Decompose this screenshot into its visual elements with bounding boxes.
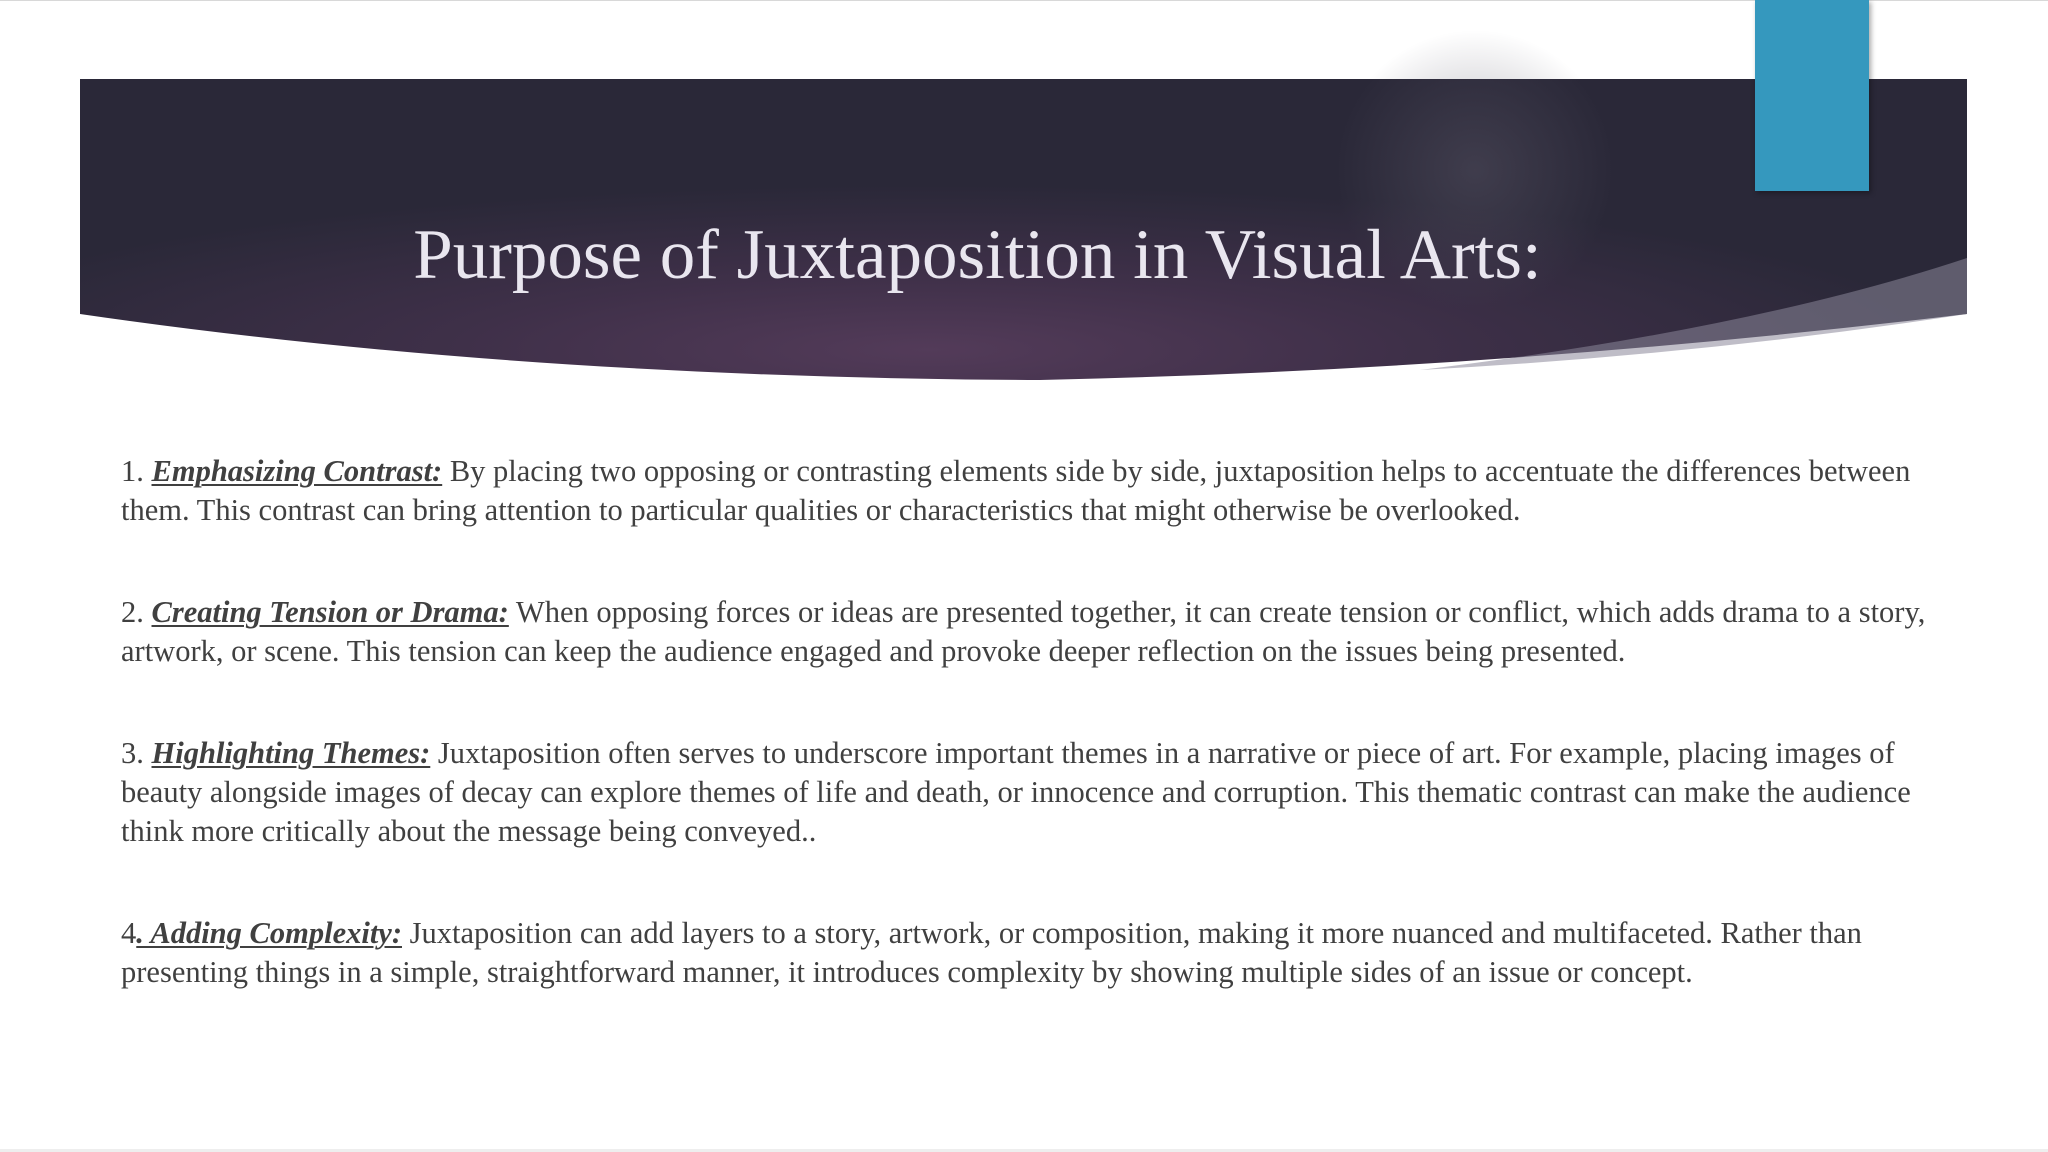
point-number: 1. bbox=[121, 454, 144, 488]
point-heading: Highlighting Themes: bbox=[151, 736, 431, 770]
point-text: Juxtaposition can add layers to a story, artwork, or composition, making it more nuanced and multifaceted. Rather than presenting things in a simple, straightforward manner, it introduces complexity by showing multiple sides of an issue or concept. bbox=[121, 916, 1862, 989]
point-heading: Creating Tension or Drama: bbox=[151, 595, 509, 629]
point-highlighting-themes bbox=[121, 734, 1981, 851]
point-adding-complexity bbox=[121, 914, 1981, 992]
point-heading: Emphasizing Contrast: bbox=[151, 454, 443, 488]
slide-title: Purpose of Juxtaposition in Visual Arts: bbox=[413, 216, 1542, 294]
point-number: 4 bbox=[121, 916, 137, 950]
point-emphasizing-contrast bbox=[121, 452, 1981, 530]
title-banner bbox=[0, 0, 2048, 400]
point-text: By placing two opposing or contrasting elements side by side, juxtaposition helps to accentuate the differences between them. This contrast can bring attention to particular qualities or characteristics that might otherwise be overlooked. bbox=[121, 454, 1911, 527]
point-text: Juxtaposition often serves to underscore important themes in a narrative or piece of art. For example, placing images of beauty alongside images of decay can explore themes of life and death, or innocence and corruption. This thematic contrast can make the audience think more critically about the message being conveyed.. bbox=[121, 736, 1911, 848]
accent-tab bbox=[1755, 0, 1869, 191]
point-text: When opposing forces or ideas are presented together, it can create tension or conflict, which adds drama to a story, artwork, or scene. This tension can keep the audience engaged and provoke deeper reflection on the issues being presented. bbox=[121, 595, 1926, 668]
point-number: 2. bbox=[121, 595, 144, 629]
point-creating-tension bbox=[121, 593, 1981, 671]
point-heading: . Adding Complexity: bbox=[136, 916, 402, 950]
point-number: 3. bbox=[121, 736, 144, 770]
content-body bbox=[121, 452, 1981, 1055]
